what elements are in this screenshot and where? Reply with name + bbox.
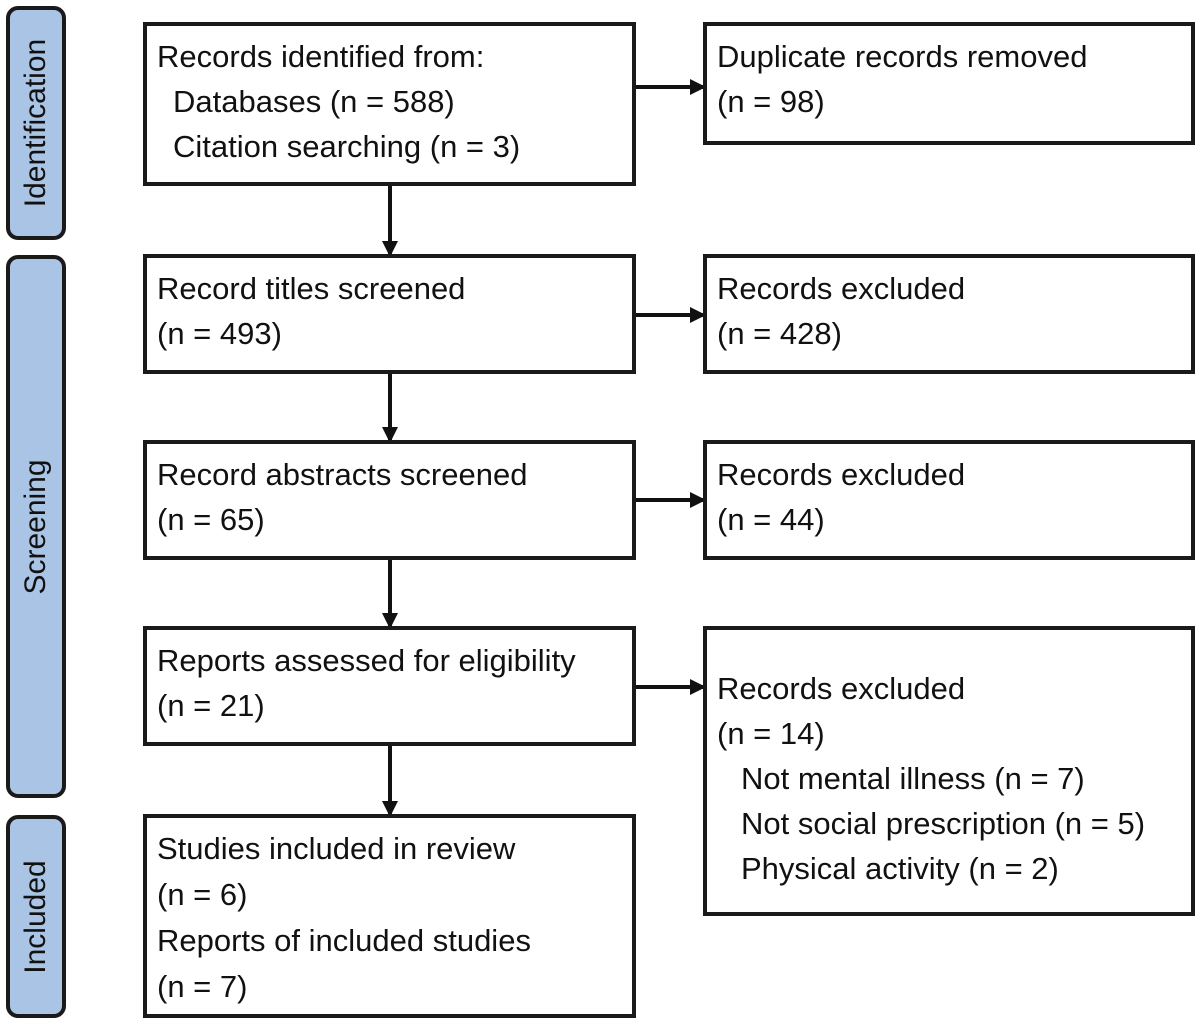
stage-label-screening: Screening — [19, 458, 52, 595]
stage-included — [6, 815, 66, 1018]
eligibility-excluded-title: Records excluded — [717, 671, 966, 706]
box-abstracts-excluded — [703, 440, 1195, 560]
records-identified-title: Records identified from: — [157, 39, 485, 74]
studies-included-count: (n = 6) — [157, 877, 248, 912]
box-eligibility-excluded — [703, 626, 1195, 916]
duplicates-title: Duplicate records removed — [717, 39, 1088, 74]
titles-screened-count: (n = 493) — [157, 316, 282, 351]
exclusion-reason: Not social prescription (n = 5) — [741, 806, 1146, 841]
box-titles-excluded — [703, 254, 1195, 374]
abstracts-screened-count: (n = 65) — [157, 502, 265, 537]
exclusion-reason: Physical activity (n = 2) — [741, 851, 1059, 886]
box-records-identified — [143, 22, 636, 186]
exclusion-reason: Not mental illness (n = 7) — [741, 761, 1085, 796]
stage-screening — [6, 255, 66, 798]
box-abstracts-screened — [143, 440, 636, 560]
titles-excluded-count: (n = 428) — [717, 316, 842, 351]
box-duplicates-removed — [703, 22, 1195, 145]
box-titles-screened — [143, 254, 636, 374]
titles-screened-title: Record titles screened — [157, 271, 466, 306]
databases-count: Databases (n = 588) — [173, 84, 455, 119]
eligibility-excluded-count: (n = 14) — [717, 716, 825, 751]
stage-label-included: Included — [19, 859, 52, 974]
eligibility-title: Reports assessed for eligibility — [157, 643, 576, 678]
duplicates-count: (n = 98) — [717, 84, 825, 119]
stage-identification — [6, 6, 66, 240]
abstracts-excluded-title: Records excluded — [717, 457, 966, 492]
titles-excluded-title: Records excluded — [717, 271, 966, 306]
box-eligibility — [143, 626, 636, 746]
eligibility-count: (n = 21) — [157, 688, 265, 723]
citation-count: Citation searching (n = 3) — [173, 129, 521, 164]
stage-label-identification: Identification — [19, 38, 52, 208]
reports-included-count: (n = 7) — [157, 969, 248, 1004]
studies-included-title: Studies included in review — [157, 831, 516, 866]
abstracts-excluded-count: (n = 44) — [717, 502, 825, 537]
abstracts-screened-title: Record abstracts screened — [157, 457, 528, 492]
box-included — [143, 814, 636, 1018]
reports-included-title: Reports of included studies — [157, 923, 531, 958]
